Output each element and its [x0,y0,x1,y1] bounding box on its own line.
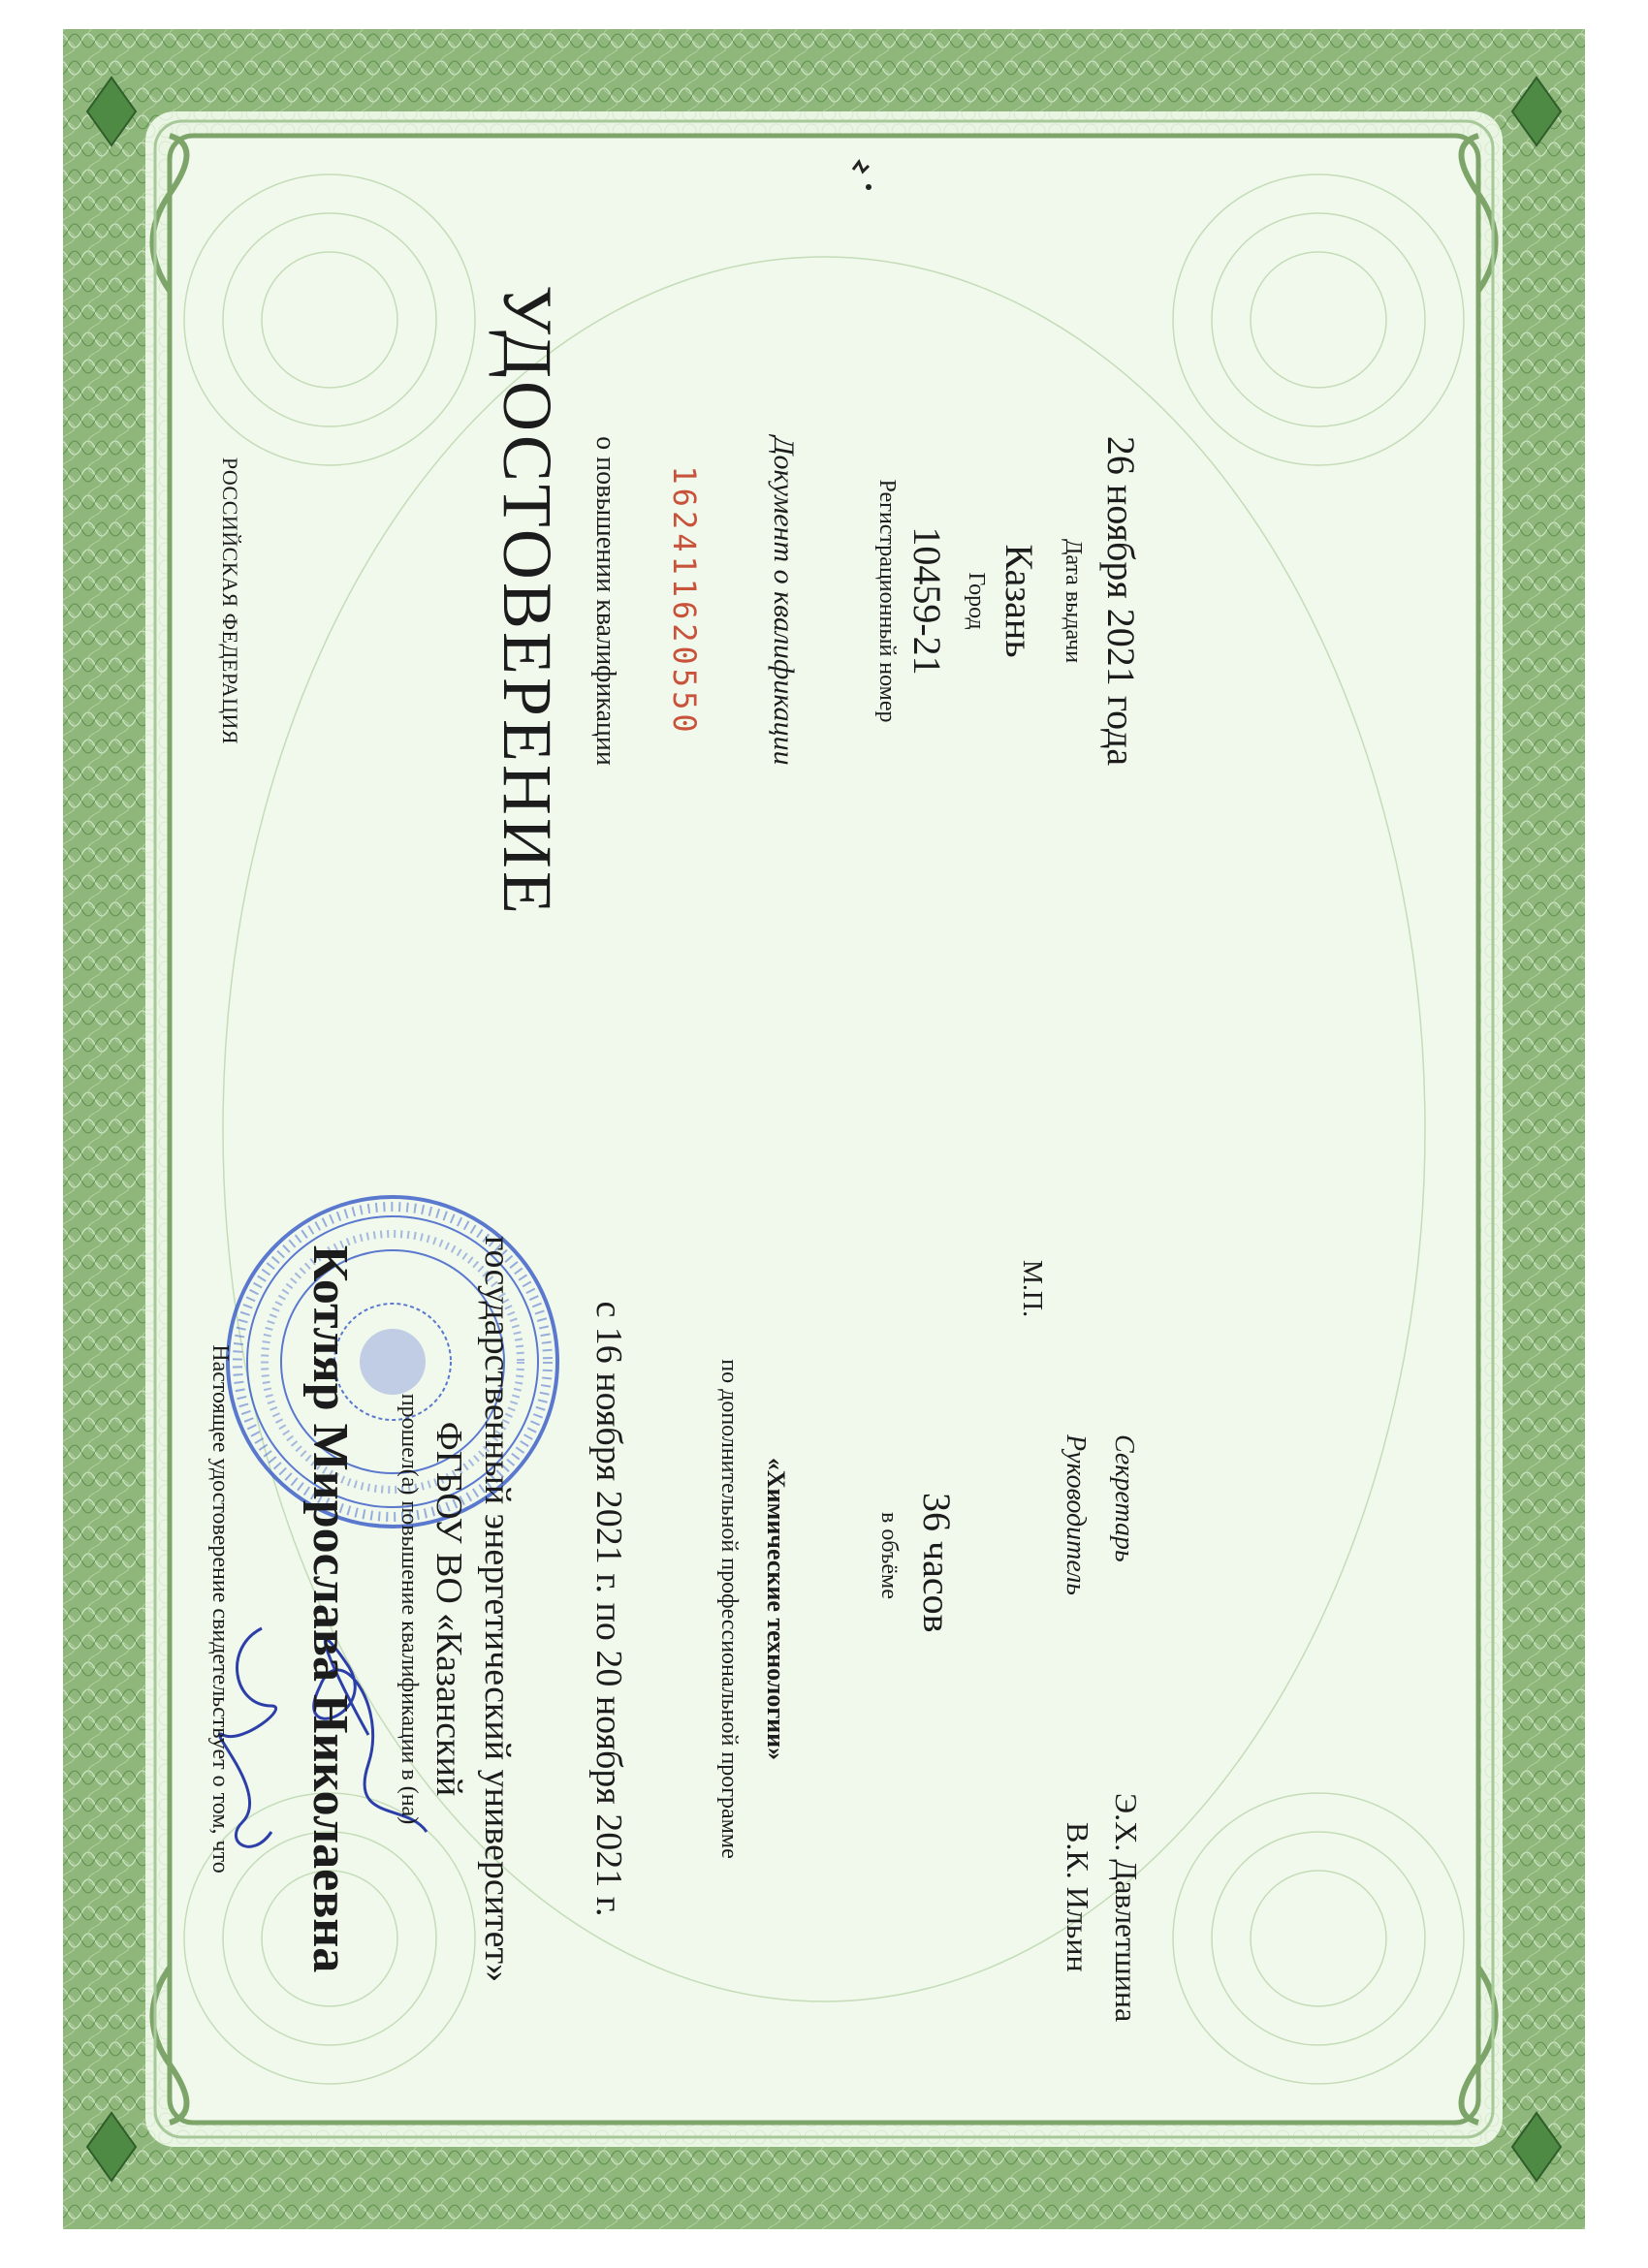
organization-line-1: ФГБОУ ВО «Казанский [428,1421,469,1797]
program-label: по дополнительной профессиональной программе [716,1359,742,1859]
secretary-label: Секретарь [1109,1434,1139,1562]
serial-number: 162411620550 [666,465,703,737]
issue-date-label: Дата выдачи [1061,538,1086,664]
stamp-label: М.П. [1017,1260,1047,1318]
registration-label: Регистрационный номер [874,479,900,723]
country-label: РОССИЙСКАЯ ФЕДЕРАЦИЯ [218,457,242,745]
program-name: «Химические технологии» [762,1457,790,1761]
issue-date: 26 ноября 2021 года [1099,435,1143,767]
city-name: Казань [998,544,1041,658]
training-period: с 16 ноября 2021 г. по 20 ноября 2021 г. [588,1301,629,1917]
head-name: В.К. Ильин [1061,1822,1095,1972]
head-label: Руководитель [1061,1434,1091,1596]
intro-text: Настоящее удостоверение свидетельствует о том, что [207,1344,233,1874]
document-type: Документ о квалификации [768,436,800,766]
volume-hours: 36 часов [915,1493,959,1633]
passed-text: прошел(а) повышение квалификации в (на) [396,1393,422,1825]
holder-name: Котляр Мирослава Николаевна [302,1244,358,1973]
secretary-name: Э.Х. Давлетшина [1109,1793,1144,2023]
volume-label: в объёме [876,1512,902,1599]
organization-line-2: государственный энергетический университет» [477,1235,518,1983]
registration-number: 10459-21 [905,526,949,676]
document-title: УДОСТОВЕРЕНИЕ [489,285,566,917]
city-label: Город [964,572,989,630]
document-subtitle: о повышении квалификации [590,436,620,766]
